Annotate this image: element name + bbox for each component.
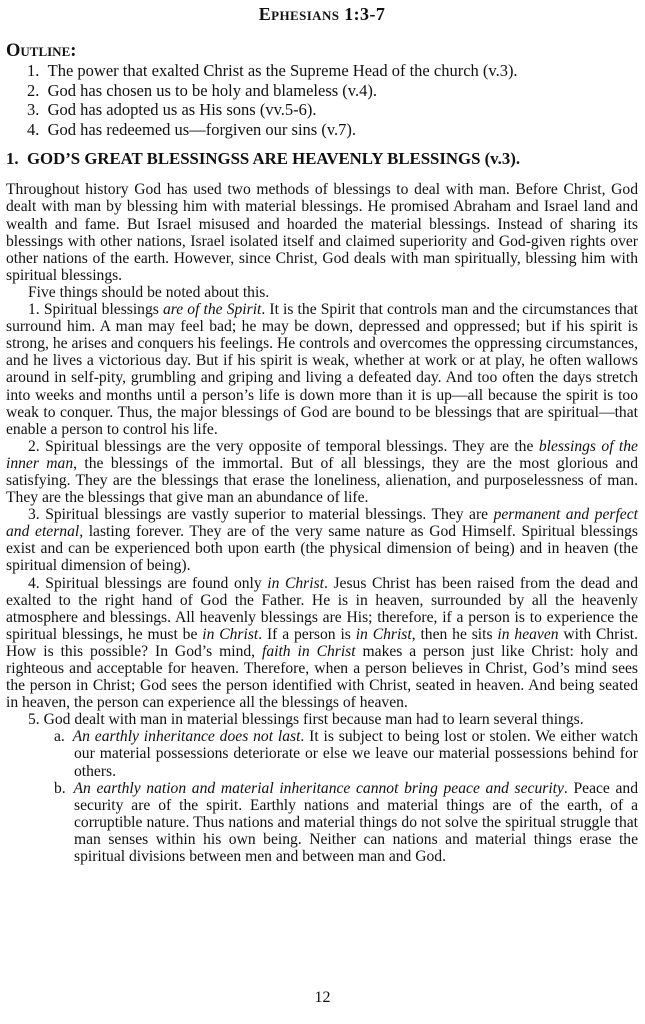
sub-list-item — [6, 780, 638, 865]
italic-text-run: An earthly inheritance does not last — [72, 728, 301, 746]
paragraph — [6, 284, 638, 301]
paragraph — [6, 438, 638, 506]
text-run: . Peace and security are of the spirit. Earthly nations and material things are of the earth, of a corruptible nature. Thus nations and material things do not solve the spiritual struggle that man senses within his own being. Neither can nations and material things erase the spiritual divisions between men and between man and God. — [74, 779, 638, 866]
text-run: . If a person is — [258, 625, 356, 643]
text-run: makes a person just like Christ: holy and righteous and acceptable for heaven. Therefore, when a person believes in Christ, God’s mind sees the person in Christ; God sees the person identified with Christ, seated in heaven. And being seated in heaven, the person can experience all the blessings of heaven. — [6, 642, 638, 712]
text-run: 5. God dealt with man in material blessings first because man had to learn several things. — [28, 711, 584, 729]
paragraph — [6, 575, 638, 712]
outline-heading: Outline: — [6, 41, 77, 61]
italic-text-run: in Christ — [202, 625, 259, 643]
text-run: , the blessings of the immortal. But of all blessings, they are the most glorious and satisfying. They are the blessings that erase the loneliness, alienation, and purposelessness of man. They are the blessings that give man an abundance of life. — [6, 454, 638, 507]
body-text — [6, 181, 638, 865]
text-run: b. — [54, 779, 74, 797]
text-run: 3. Spiritual blessings are vastly superior to material blessings. They are — [28, 506, 494, 524]
text-run: . Jesus Christ has been raised from the dead and exalted to the right hand of God the Father. He is in heaven, surrounded by all the heavenly atmosphere and blessings. All heavenly blessings are His; therefore, if a person is to experience the spiritual blessings, he must be — [6, 574, 638, 643]
text-run: . It is the Spirit that controls man and the circumstances that surround him. A man may feel bad; he may be down, depressed and oppressed; but if his spirit is strong, he arises and conquers his feelings. He controls and overcomes the oppressing circumstances, and he lives a victorious day. But if his spirit is weak, whether at work or at play, he often wallows around in self-pity, grumbling and griping and living a defeated day. And too often the days stretch into weeks and months until a person’s life is down more than it is up—all because the spirit is too weak to conquer. Thus, the major blessings of God are bound to be blessings that are spiritual—that enable a person to control his life. — [6, 301, 638, 438]
text-run: 4. Spiritual blessings are found only — [28, 574, 268, 592]
sub-list-item — [6, 728, 638, 779]
outline-list — [6, 61, 638, 139]
text-run: 2. Spiritual blessings are the very opposite of temporal blessings. They are the — [28, 437, 539, 455]
paragraph — [6, 711, 638, 728]
outline-item: 1. The power that exalted Christ as the Supreme Head of the church (v.3). — [27, 61, 518, 80]
italic-text-run: in Christ — [355, 625, 412, 643]
text-run: with Christ. How is this possible? In God’s mind, — [6, 625, 639, 660]
outline-item: 2. God has chosen us to be holy and blameless (v.4). — [27, 80, 377, 100]
text-run: a. — [54, 728, 73, 746]
page-title: Ephesians 1:3-7 — [258, 4, 386, 24]
italic-text-run: are of the Spirit — [162, 301, 262, 319]
outline-item: 4. God has redeemed us—forgiven our sins (v.7). — [27, 119, 357, 139]
text-run: lasting forever. They are of the very same nature as God Himself. Spiritual blessings exist and can be experienced both upon earth (the physical dimension of being) and in heaven (the spiritual dimension of being). — [6, 523, 638, 575]
text-run: 1. Spiritual blessings — [28, 301, 163, 319]
italic-text-run: permanent and perfect and eternal, — [6, 506, 638, 541]
text-run: Five things should be noted about this. — [28, 283, 270, 301]
text-run: , then he sits — [411, 625, 498, 643]
paragraph — [6, 181, 638, 284]
italic-text-run: An earthly nation and material inheritance cannot bring peace and security — [73, 779, 564, 797]
italic-text-run: blessings of the inner man — [6, 437, 638, 472]
italic-text-run: in heaven — [497, 625, 559, 643]
paragraph — [6, 301, 638, 438]
page-number: 12 — [314, 989, 331, 1006]
text-run: Throughout history God has used two methods of blessings to deal with man. Before Christ, God dealt with man by blessing him with material blessings. He promised Abraham and Israel land and wealth and fame. But Israel misused and hoarded the material blessings. Instead of sharing its blessings with other nations, Israel isolated itself and claimed superiority and God-given rights over other nations of the earth. However, since Christ, God deals with man spiritually, blessing him with spiritual blessings. — [6, 181, 638, 284]
paragraph — [6, 506, 638, 574]
italic-text-run: faith in Christ — [262, 642, 356, 660]
section-heading: 1. GOD’S GREAT BLESSINGSS ARE HEAVENLY BLESSINGS (v.3). — [6, 149, 521, 169]
text-run: . It is subject to being lost or stolen. We either watch our material possessions deteriorate or else we leave our material possessions behind for others. — [74, 728, 639, 780]
italic-text-run: in Christ — [267, 574, 324, 592]
outline-item: 3. God has adopted us as His sons (vv.5-6). — [27, 100, 317, 120]
